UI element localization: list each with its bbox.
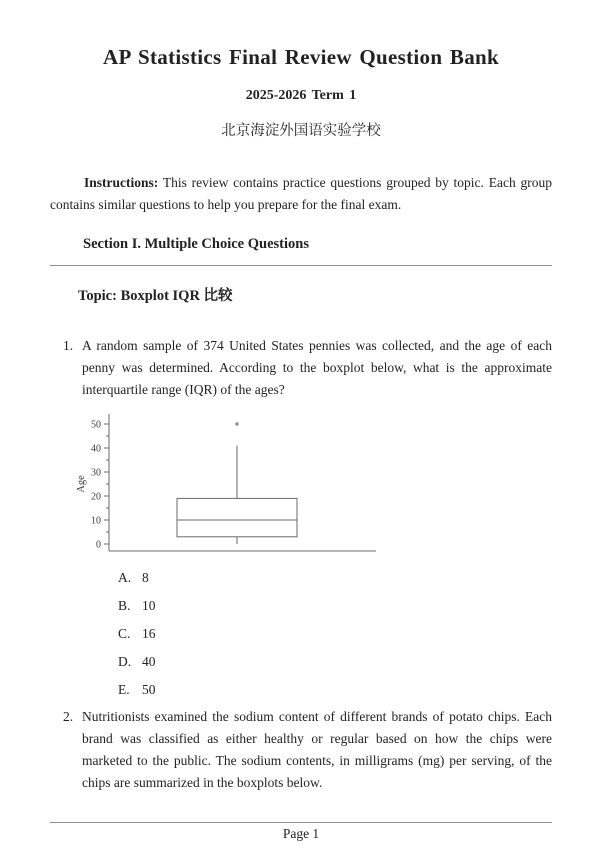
instructions-label: Instructions: — [84, 175, 159, 190]
y-tick-label: 50 — [91, 419, 101, 431]
boxplot-figure — [70, 409, 552, 559]
choice-d — [118, 651, 552, 673]
question-2-body — [82, 706, 552, 794]
choice-b — [118, 595, 552, 617]
question-1-number: 1. — [63, 338, 74, 353]
question-2 — [50, 706, 552, 794]
y-tick-label: 30 — [91, 467, 101, 479]
choice-c — [118, 623, 552, 645]
iqr-box — [177, 498, 297, 536]
y-tick-label: 0 — [96, 539, 101, 551]
term-subtitle: 2025-2026 Term 1 — [245, 88, 357, 103]
page-footer — [50, 822, 552, 842]
y-tick-label: 40 — [91, 443, 101, 455]
boxplot-chart — [70, 409, 380, 559]
question-2-text: Nutritionists examined the sodium content of different brands of potato chips. Each brand was classified as either healthy or regular based on how the chips were marketed to the public. The sodium contents, in milligrams (mg) per serving, of the chips are summarized in the boxplots below. — [82, 709, 552, 790]
page-number: Page 1 — [282, 826, 320, 841]
document-title: AP Statistics Final Review Question Bank — [103, 45, 499, 69]
section-heading: Section I. Multiple Choice Questions — [83, 236, 309, 252]
y-tick-label: 20 — [91, 491, 101, 503]
choice-b-label: B. — [118, 598, 131, 613]
choice-a-text: 8 — [142, 570, 149, 585]
outlier-point — [235, 422, 238, 425]
footer-divider — [50, 822, 552, 823]
question-1-text: A random sample of 374 United States pennies was collected, and the age of each penny was determined. According to the boxplot below, what is the approximate interquartile range (IQR) of the ages? — [82, 338, 552, 397]
instructions-text: This review contains practice questions grouped by topic. Each group contains similar questions to help you prepare for the final exam. — [50, 175, 552, 212]
choice-c-text: 16 — [142, 626, 156, 641]
choice-a — [118, 567, 552, 589]
choice-d-label: D. — [118, 654, 132, 669]
choice-d-text: 40 — [142, 654, 156, 669]
question-1 — [50, 335, 552, 701]
question-2-number: 2. — [63, 709, 74, 724]
section-divider — [50, 265, 552, 266]
choice-a-label: A. — [118, 570, 132, 585]
choice-b-text: 10 — [142, 598, 156, 613]
instructions-paragraph — [50, 172, 552, 216]
answer-choices — [82, 567, 552, 701]
y-axis-label: Age — [76, 475, 87, 493]
choice-c-label: C. — [118, 626, 131, 641]
choice-e-label: E. — [118, 682, 130, 697]
y-tick-label: 10 — [91, 515, 101, 527]
choice-e — [118, 679, 552, 701]
question-1-body — [76, 335, 552, 701]
choice-e-text: 50 — [142, 682, 156, 697]
school-name: 北京海淀外国语实验学校 — [221, 123, 381, 139]
topic-heading: Topic: Boxplot IQR 比较 — [78, 288, 233, 304]
